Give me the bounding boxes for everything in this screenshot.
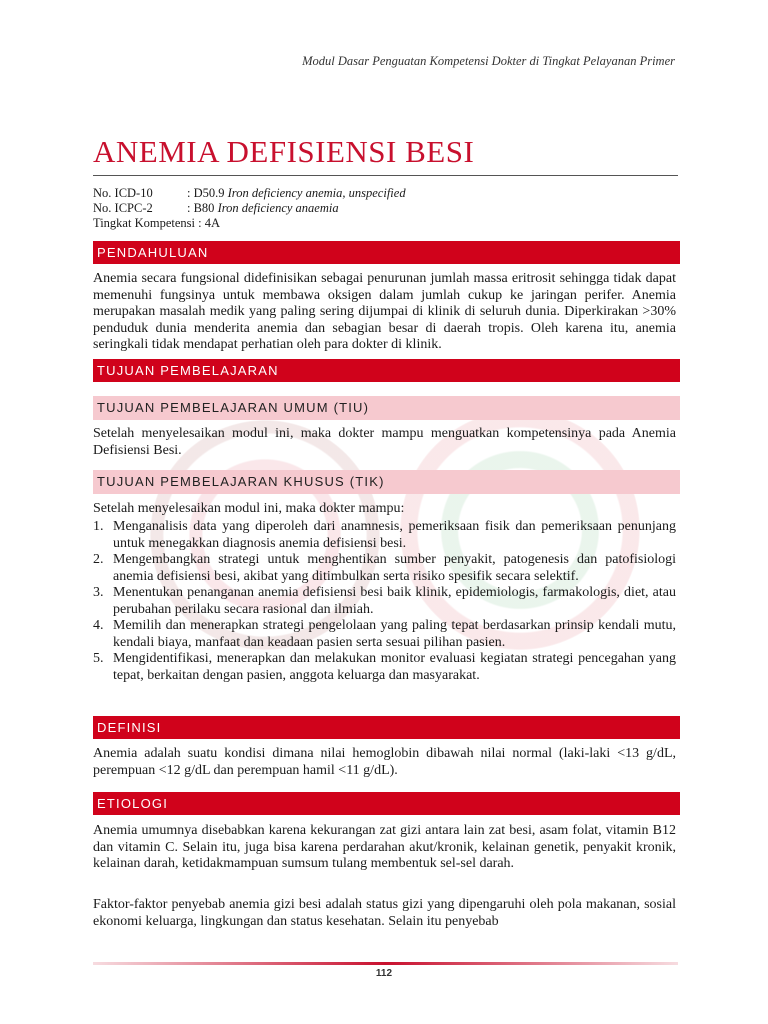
list-item: 2. Mengembangkan strategi untuk menghentikan sumber penyakit, patogenesis dan patofisiologi anemia defisiensi besi, akibat yang ditimbulkan serta risiko spesifik secara selektif.	[93, 552, 676, 584]
subsection-heading-tiu: TUJUAN PEMBELAJARAN UMUM (TIU)	[93, 396, 680, 420]
section-heading-etiologi: ETIOLOGI	[93, 792, 680, 815]
definisi-text: Anemia adalah suatu kondisi dimana nilai hemoglobin dibawah nilai normal (laki-laki <13 g/dL, perempuan <12 g/dL dan perempuan hamil <11 g/dL).	[93, 746, 676, 778]
icpc-value: : B80 Iron deficiency anaemia	[187, 201, 339, 215]
footer-divider	[93, 962, 678, 965]
icpc-label: No. ICPC-2	[93, 201, 153, 215]
list-item: 1. Menganalisis data yang diperoleh dari anamnesis, pemeriksaan fisik dan pemeriksaan penunjang untuk menegakkan diagnosis anemia defisiensi besi.	[93, 519, 676, 551]
page-number: 112	[375, 968, 393, 979]
subsection-heading-tik: TUJUAN PEMBELAJARAN KHUSUS (TIK)	[93, 470, 680, 494]
list-item: 3. Menentukan penanganan anemia defisiensi besi baik klinik, epidemiologis, farmakologis, diet, atau perubahan perilaku secara rasional dan ilmiah.	[93, 585, 676, 617]
etiologi-text-1: Anemia umumnya disebabkan karena kekurangan zat gizi antara lain zat besi, asam folat, vitamin B12 dan vitamin C. Selain itu, juga bisa karena perdarahan akut/kronik, kelainan genetik, penyakit kronik, kelainan darah, ketidakmampuan sumsum tulang membentuk sel-sel darah.	[93, 823, 676, 871]
competency-level: Tingkat Kompetensi : 4A	[93, 216, 220, 230]
list-item: 5. Mengidentifikasi, menerapkan dan melakukan monitor evaluasi kegiatan strategi pencegahan yang tepat, berkaitan dengan pasien, anggota keluarga dan masyarakat.	[93, 651, 676, 683]
tik-list	[93, 519, 676, 684]
page-title: ANEMIA DEFISIENSI BESI	[93, 134, 475, 169]
icd-row	[93, 186, 406, 201]
tik-intro: Setelah menyelesaikan modul ini, maka dokter mampu:	[93, 501, 405, 516]
list-item: 4. Memilih dan menerapkan strategi pengelolaan yang paling tepat berdasarkan prinsip kendali mutu, kendali biaya, manfaat dan keadaan pasien serta sesuai pilihan pasien.	[93, 618, 676, 650]
code-info	[93, 186, 406, 231]
running-header: Modul Dasar Penguatan Kompetensi Dokter di Tingkat Pelayanan Primer	[302, 54, 675, 68]
icd-value: : D50.9 Iron deficiency anemia, unspecified	[187, 186, 406, 200]
section-heading-tujuan: TUJUAN PEMBELAJARAN	[93, 359, 680, 382]
pendahuluan-text: Anemia secara fungsional didefinisikan sebagai penurunan jumlah massa eritrosit sehingga tidak dapat memenuhi fungsinya untuk membawa oksigen dalam jumlah cukup ke jaringan perifer. Anemia merupakan masalah medik yang paling sering dijumpai di klinik di seluruh dunia. Diperkirakan >30% penduduk dunia menderita anemia dan sebagian besar di daerah tropis. Oleh karena itu, anemia seringkali tidak mendapat perhatian oleh para dokter di klinik.	[93, 271, 676, 352]
tiu-text: Setelah menyelesaikan modul ini, maka dokter mampu menguatkan kompetensinya pada Anemia Defisiensi Besi.	[93, 426, 676, 458]
icpc-row	[93, 201, 406, 216]
section-heading-definisi: DEFINISI	[93, 716, 680, 739]
etiologi-text-2: Faktor-faktor penyebab anemia gizi besi adalah status gizi yang dipengaruhi oleh pola makanan, sosial ekonomi keluarga, lingkungan dan status kesehatan. Selain itu penyebab	[93, 897, 676, 929]
title-divider	[93, 175, 678, 176]
section-heading-pendahuluan: PENDAHULUAN	[93, 241, 680, 264]
icd-label: No. ICD-10	[93, 186, 153, 200]
